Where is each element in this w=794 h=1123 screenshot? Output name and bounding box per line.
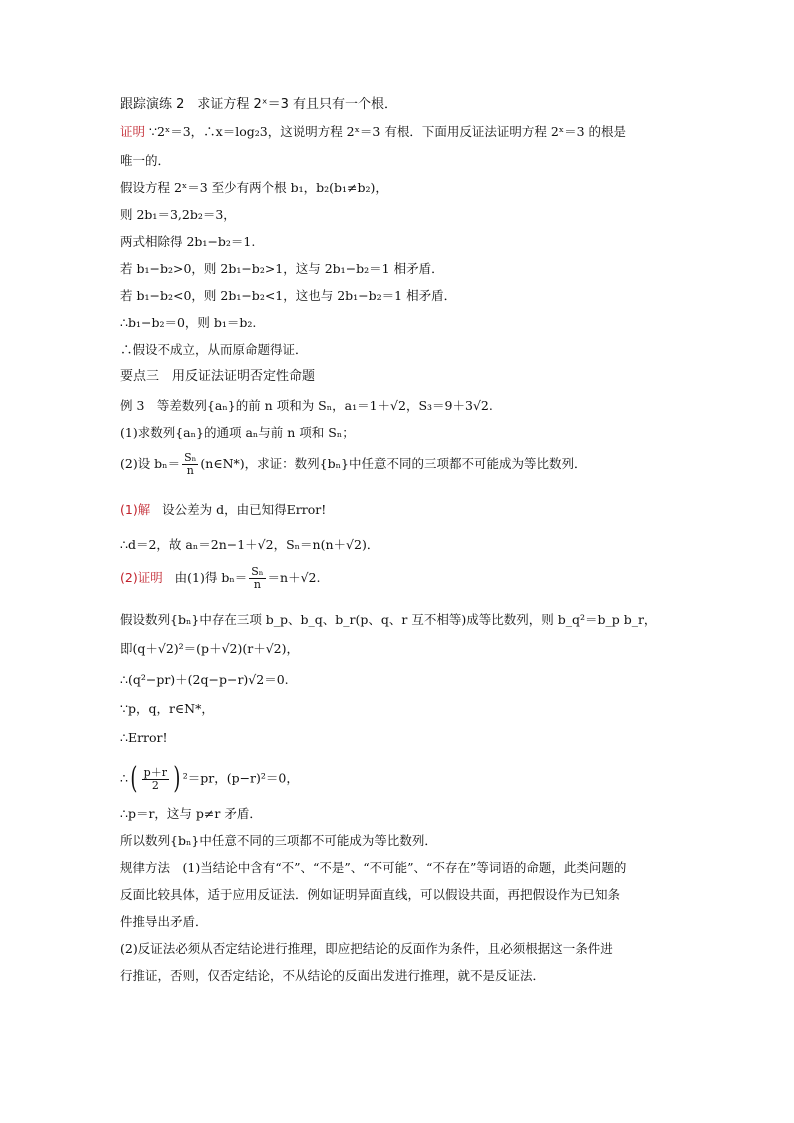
fraction-denominator-2: n: [253, 578, 261, 591]
proof-line-9: ∴假设不成立，从而原命题得证．: [120, 342, 308, 357]
solution-line-9-prefix: ∴: [120, 770, 128, 786]
proof-label-2: (2)证明: [120, 570, 163, 585]
method-line-1: 规律方法 (1)当结论中含有“不”、“不是”、“不可能”、“不存在”等词语的命题，此类问题的: [120, 860, 627, 875]
fraction-p-plus-r-over-2: [142, 767, 169, 792]
fraction-sn-over-n: [182, 452, 198, 477]
right-paren: ): [173, 761, 181, 796]
solution-line-1: [120, 502, 326, 518]
proof-line-8: ∴b₁−b₂＝0，则 b₁＝b₂.: [120, 315, 257, 330]
practice-heading: 跟踪演练 2 求证方程 2ˣ＝3 有且只有一个根．: [120, 97, 397, 112]
solution-label: (1)解: [120, 502, 151, 517]
solution-line-8: ∴Error!: [120, 730, 168, 745]
solution-line-5: 即(q＋√2)²＝(p＋√2)(r＋√2)，: [120, 641, 300, 656]
solution-line-11: 所以数列{bₙ}中任意不同的三项都不可能成为等比数列．: [120, 833, 437, 848]
method-line-3: 件推导出矛盾．: [120, 914, 208, 929]
solution-line-9-suffix: ²＝pr，(p−r)²＝0，: [182, 770, 299, 786]
solution-line-3-suffix: ＝n＋√2.: [267, 570, 321, 585]
example-line-2: (1)求数列{aₙ}的通项 aₙ与前 n 项和 Sₙ；: [120, 425, 355, 440]
solution-line-3: [120, 566, 320, 591]
proof-line-3: 假设方程 2ˣ＝3 至少有两个根 b₁，b₂(b₁≠b₂)，: [120, 180, 388, 195]
fraction-numerator: Sₙ: [184, 451, 197, 464]
section-title: 要点三 用反证法证明否定性命题: [120, 369, 316, 384]
proof-line-5: 两式相除得 2b₁−b₂＝1.: [120, 234, 256, 249]
proof-label: 证明: [120, 124, 146, 139]
proof-line-1: [120, 124, 626, 140]
example-line-3-suffix: (n∈N*)，求证：数列{bₙ}中任意不同的三项都不可能成为等比数列．: [200, 456, 587, 471]
solution-line-7: ∵p，q，r∈N*，: [120, 701, 214, 716]
solution-text-1: 设公差为 d，由已知得Error!: [162, 502, 327, 517]
proof-text-1: ∵2ˣ＝3，∴x＝log₂3，这说明方程 2ˣ＝3 有根．下面用反证法证明方程 2ˣ＝3 的根是: [149, 124, 626, 139]
example-line-3-prefix: (2)设 bₙ＝: [120, 456, 181, 471]
fraction-denominator-3: 2: [151, 778, 159, 792]
solution-line-9: [120, 761, 299, 796]
example-line-1: 例 3 等差数列{aₙ}的前 n 项和为 Sₙ，a₁＝1＋√2，S₃＝9＋3√2.: [120, 398, 493, 413]
solution-line-3-prefix: 由(1)得 bₙ＝: [174, 570, 248, 585]
method-line-4: (2)反证法必须从否定结论进行推理，即应把结论的反面作为条件，且必须根据这一条件进: [120, 941, 613, 956]
example-line-3: [120, 452, 586, 477]
fraction-numerator-3: p＋r: [143, 765, 167, 779]
proof-line-6: 若 b₁−b₂>0，则 2b₁−b₂>1，这与 2b₁−b₂＝1 相矛盾．: [120, 261, 444, 276]
proof-line-2: 唯一的．: [120, 153, 171, 168]
proof-line-4: 则 2b₁＝3,2b₂＝3，: [120, 207, 236, 222]
solution-line-10: ∴p＝r，这与 p≠r 矛盾．: [120, 806, 262, 821]
proof-line-7: 若 b₁−b₂<0，则 2b₁−b₂<1，这也与 2b₁−b₂＝1 相矛盾．: [120, 288, 457, 303]
method-line-5: 行推证，否则，仅否定结论，不从结论的反面出发进行推理，就不是反证法．: [120, 968, 546, 983]
method-line-2: 反面比较具体，适于应用反证法．例如证明异面直线，可以假设共面，再把假设作为已知条: [120, 887, 621, 902]
solution-line-4: 假设数列{bₙ}中存在三项 b_p、b_q、b_r(p、q、r 互不相等)成等比数列，则 b_q²＝b_p b_r，: [120, 612, 657, 627]
fraction-denominator: n: [186, 464, 194, 477]
solution-line-2: ∴d＝2，故 aₙ＝2n−1＋√2，Sₙ＝n(n＋√2)．: [120, 537, 380, 552]
fraction-numerator-2: Sₙ: [251, 565, 264, 578]
solution-line-6: ∴(q²−pr)＋(2q−p−r)√2＝0.: [120, 672, 289, 687]
left-paren: (: [130, 761, 138, 796]
fraction-sn-over-n-2: [249, 566, 265, 591]
